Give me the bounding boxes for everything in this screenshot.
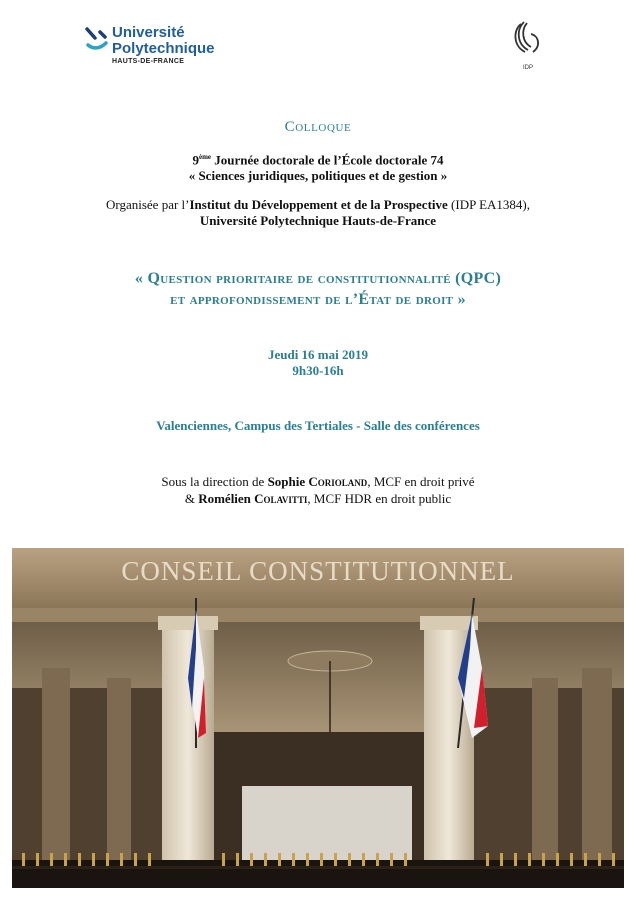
person2-name: Romélien Colavitti	[198, 491, 308, 506]
journee-ordinal: 9	[192, 152, 199, 168]
title-line-2: et approfondissement de l’État de droit »	[170, 291, 466, 308]
organisation-block	[0, 197, 636, 229]
idp-caption: IDP	[522, 65, 533, 71]
logo-line-3: HAUTS-DE-FRANCE	[112, 58, 185, 65]
event-time: 9h30-16h	[292, 363, 344, 378]
colloque-text: Colloque	[284, 119, 352, 135]
direction-block	[0, 473, 636, 507]
organisation-prefix: Organisée par l’	[105, 197, 190, 212]
title-line-1: « Question prioritaire de constitutionnalité (QPC)	[134, 270, 502, 287]
upf-logo-icon	[84, 26, 110, 56]
conseil-constitutionnel-photo	[12, 548, 624, 888]
upf-logo	[84, 24, 224, 74]
colloque-title	[0, 268, 636, 310]
logo-line-1: Université	[112, 24, 185, 41]
photo-inscription: CONSEIL CONSTITUTIONNEL	[121, 556, 515, 586]
direction-line-2	[0, 490, 636, 507]
organisation-institut: Institut du Développement et de la Prospective	[189, 197, 448, 212]
journee-block	[0, 149, 636, 184]
journee-line-1	[0, 149, 636, 168]
direction-prefix: Sous la direction de	[161, 474, 268, 489]
person1-role: , MCF en droit privé	[367, 474, 475, 489]
event-date: Jeudi 16 mai 2019	[267, 347, 369, 362]
journee-line-1-text: Journée doctorale de l’École doctorale 74	[211, 152, 444, 168]
colloque-label	[0, 119, 636, 136]
idp-logo	[508, 20, 548, 74]
person2-role: , MCF HDR en droit public	[307, 491, 452, 506]
logo-line-2: Polytechnique	[112, 40, 215, 57]
organisation-universite: Université Polytechnique Hauts-de-France	[199, 213, 437, 228]
idp-logo-icon	[511, 20, 545, 60]
direction-line-1	[0, 473, 636, 490]
journee-line-2: « Sciences juridiques, politiques et de gestion »	[188, 168, 448, 184]
event-location: Valenciennes, Campus des Tertiales - Salle des conférences	[156, 418, 480, 433]
person1-name: Sophie Corioland	[267, 474, 368, 489]
date-block	[0, 347, 636, 379]
journee-sup: ème	[198, 153, 212, 161]
direction-amp: &	[184, 491, 199, 506]
organisation-line-1	[0, 197, 636, 213]
organisation-suffix: (IDP EA1384),	[447, 197, 530, 212]
